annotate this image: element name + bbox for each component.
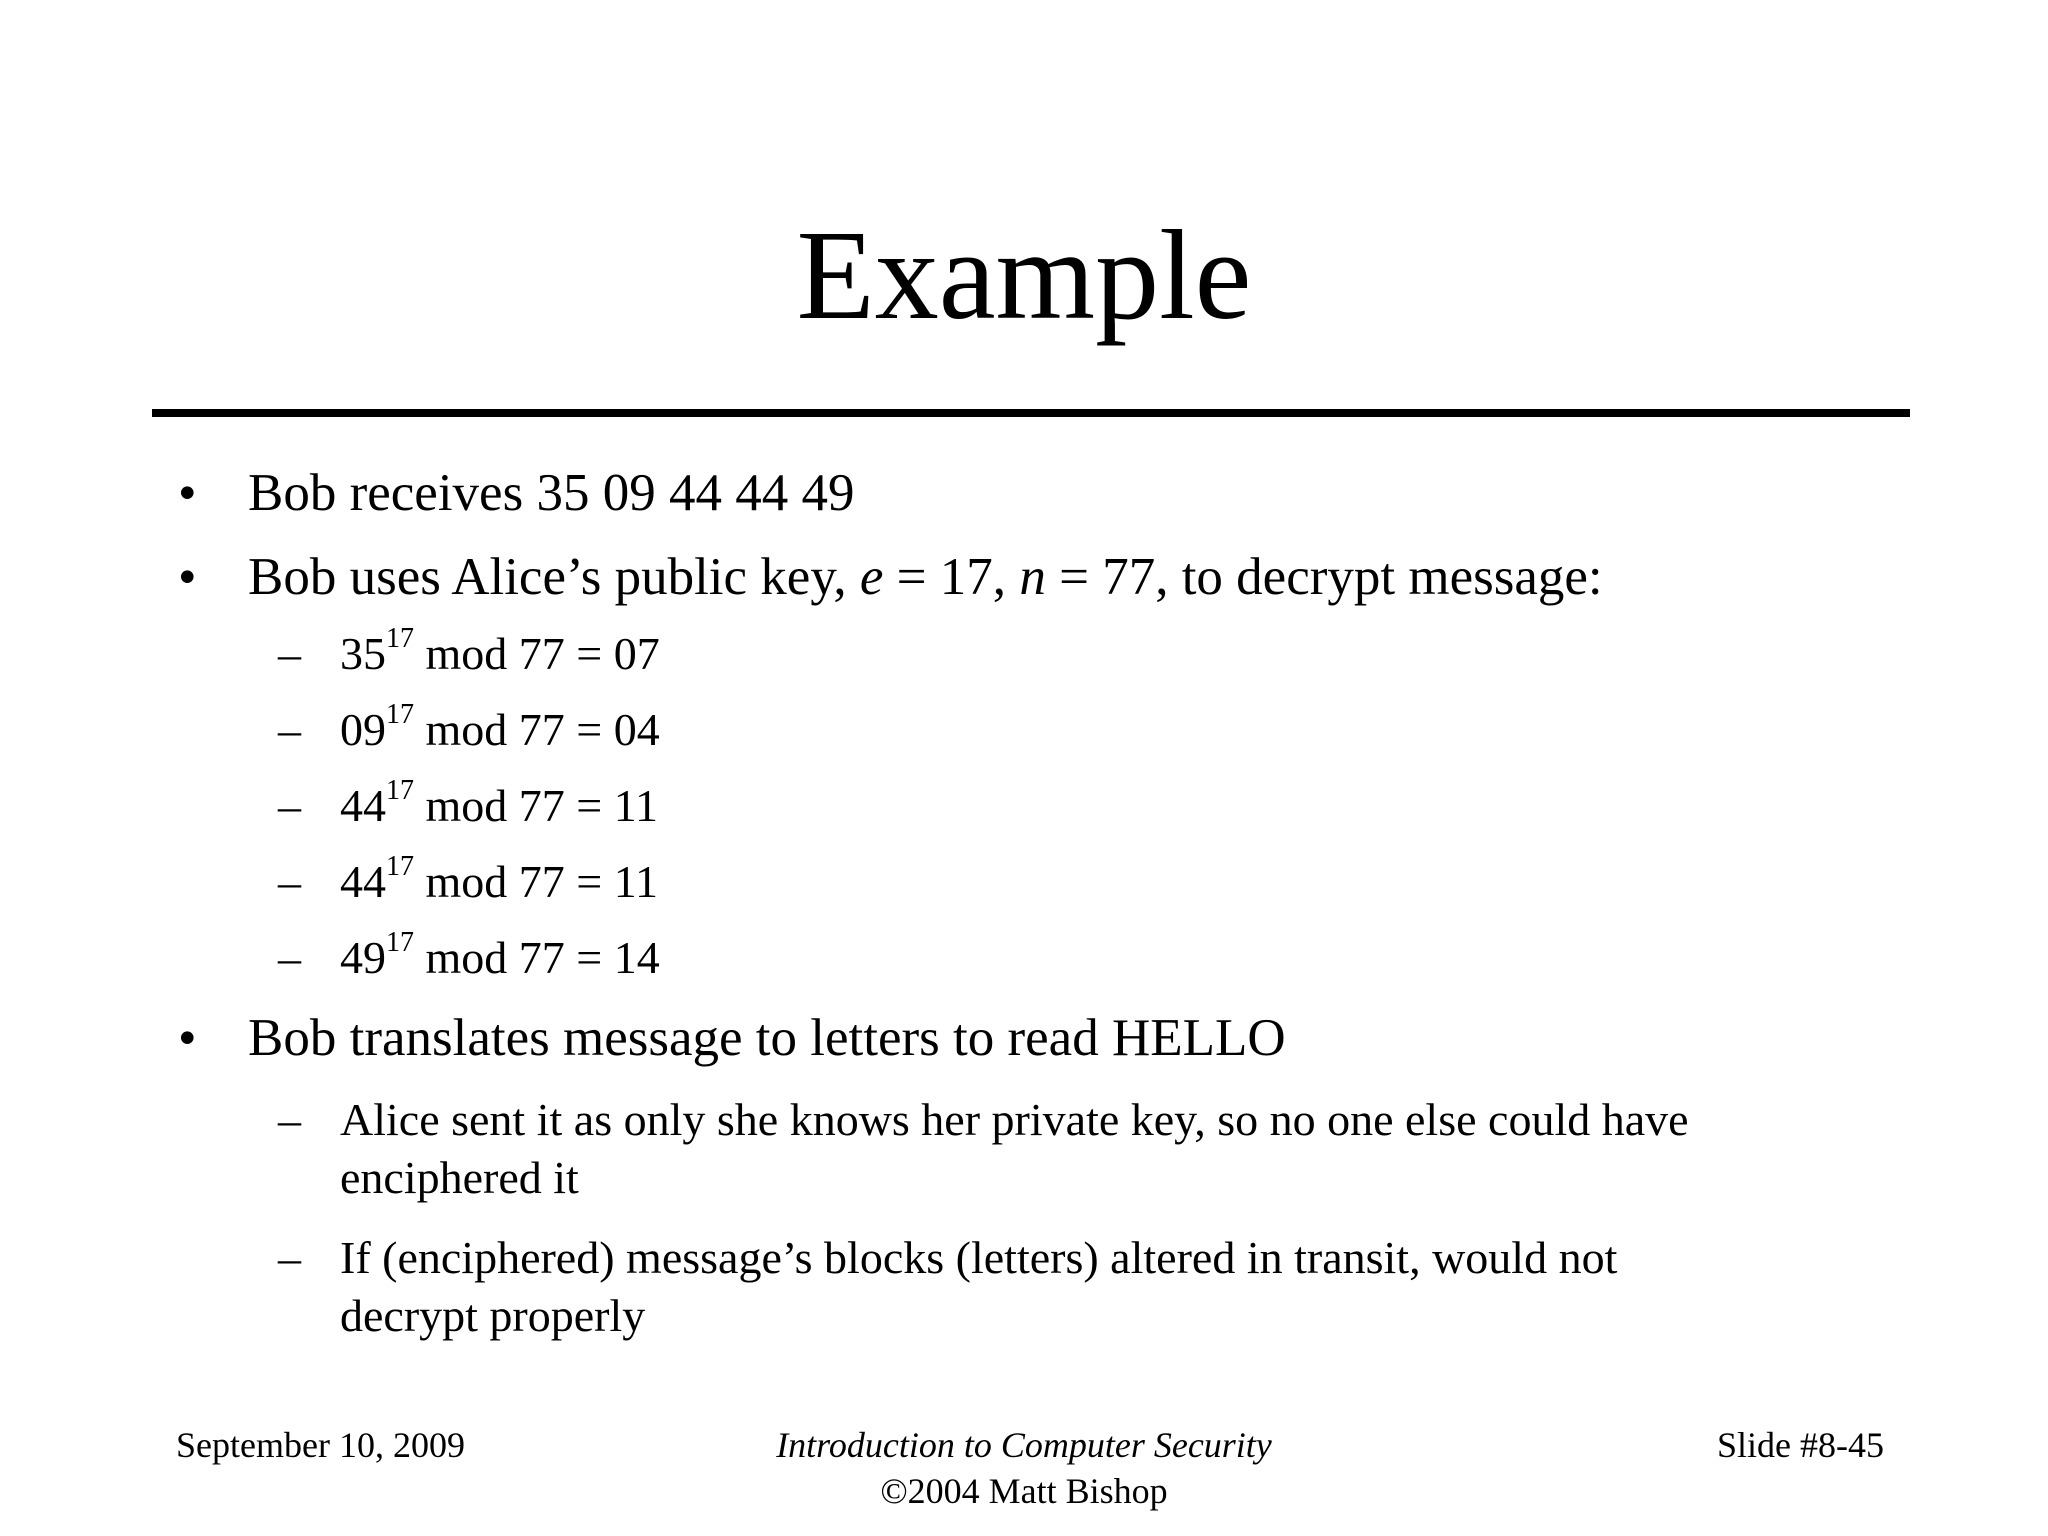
bullet-text-mid: = 17, [883, 548, 1020, 606]
dash-marker: – [278, 628, 301, 679]
computation-exponent: 17 [386, 698, 414, 730]
computation-base: 09 [340, 704, 386, 755]
title-divider [152, 409, 1910, 417]
bullet-marker: • [178, 548, 197, 606]
computation-exponent: 17 [386, 774, 414, 806]
computation-base: 44 [340, 856, 386, 907]
sub-item-line-2: enciphered it [340, 1152, 579, 1203]
dash-marker: – [278, 932, 301, 983]
dash-marker: – [278, 704, 301, 755]
footer-date: September 10, 2009 [176, 1425, 465, 1465]
computation-base: 35 [340, 628, 386, 679]
bullet-text: Bob translates message to letters to read HELLO [248, 1009, 1286, 1067]
footer-course-title: Introduction to Computer Security [776, 1425, 1272, 1465]
slide-title: Example [796, 204, 1252, 346]
computation-rest: mod 77 = 14 [414, 932, 660, 983]
bullet-text-suffix: = 77, to decrypt message: [1045, 548, 1603, 606]
computation-rest: mod 77 = 11 [414, 856, 659, 907]
computation-base: 44 [340, 780, 386, 831]
footer-slide-number: Slide #8-45 [1717, 1425, 1884, 1465]
computation-text [340, 850, 1870, 911]
computation-rest: mod 77 = 07 [414, 628, 660, 679]
sub-item-line-1: If (enciphered) message’s blocks (letters) altered in transit, would not [340, 1232, 1618, 1283]
computation-exponent: 17 [386, 622, 414, 654]
dash-marker: – [278, 1094, 301, 1145]
bullet-text: Bob receives 35 09 44 44 49 [248, 464, 855, 522]
dash-marker: – [278, 856, 301, 907]
bullet-marker: • [178, 1009, 197, 1067]
computation-rest: mod 77 = 04 [414, 704, 660, 755]
bullet-text-prefix: Bob uses Alice’s public key, [248, 548, 860, 606]
sub-item-line-1: Alice sent it as only she knows her private key, so no one else could have [340, 1094, 1689, 1145]
computation-exponent: 17 [386, 926, 414, 958]
computation-text [340, 774, 1870, 835]
sub-item-line-2: decrypt properly [340, 1290, 646, 1341]
variable-n: n [1019, 548, 1046, 606]
bullet-marker: • [178, 464, 197, 522]
computation-rest: mod 77 = 11 [414, 780, 659, 831]
dash-marker: – [278, 1232, 301, 1283]
computation-base: 49 [340, 932, 386, 983]
footer-copyright: ©2004 Matt Bishop [880, 1471, 1168, 1511]
dash-marker: – [278, 780, 301, 831]
variable-e: e [859, 548, 884, 606]
computation-text [340, 622, 1870, 683]
computation-text [340, 698, 1870, 759]
bullet-text [248, 546, 1603, 608]
computation-exponent: 17 [386, 850, 414, 882]
computation-text [340, 926, 1870, 987]
